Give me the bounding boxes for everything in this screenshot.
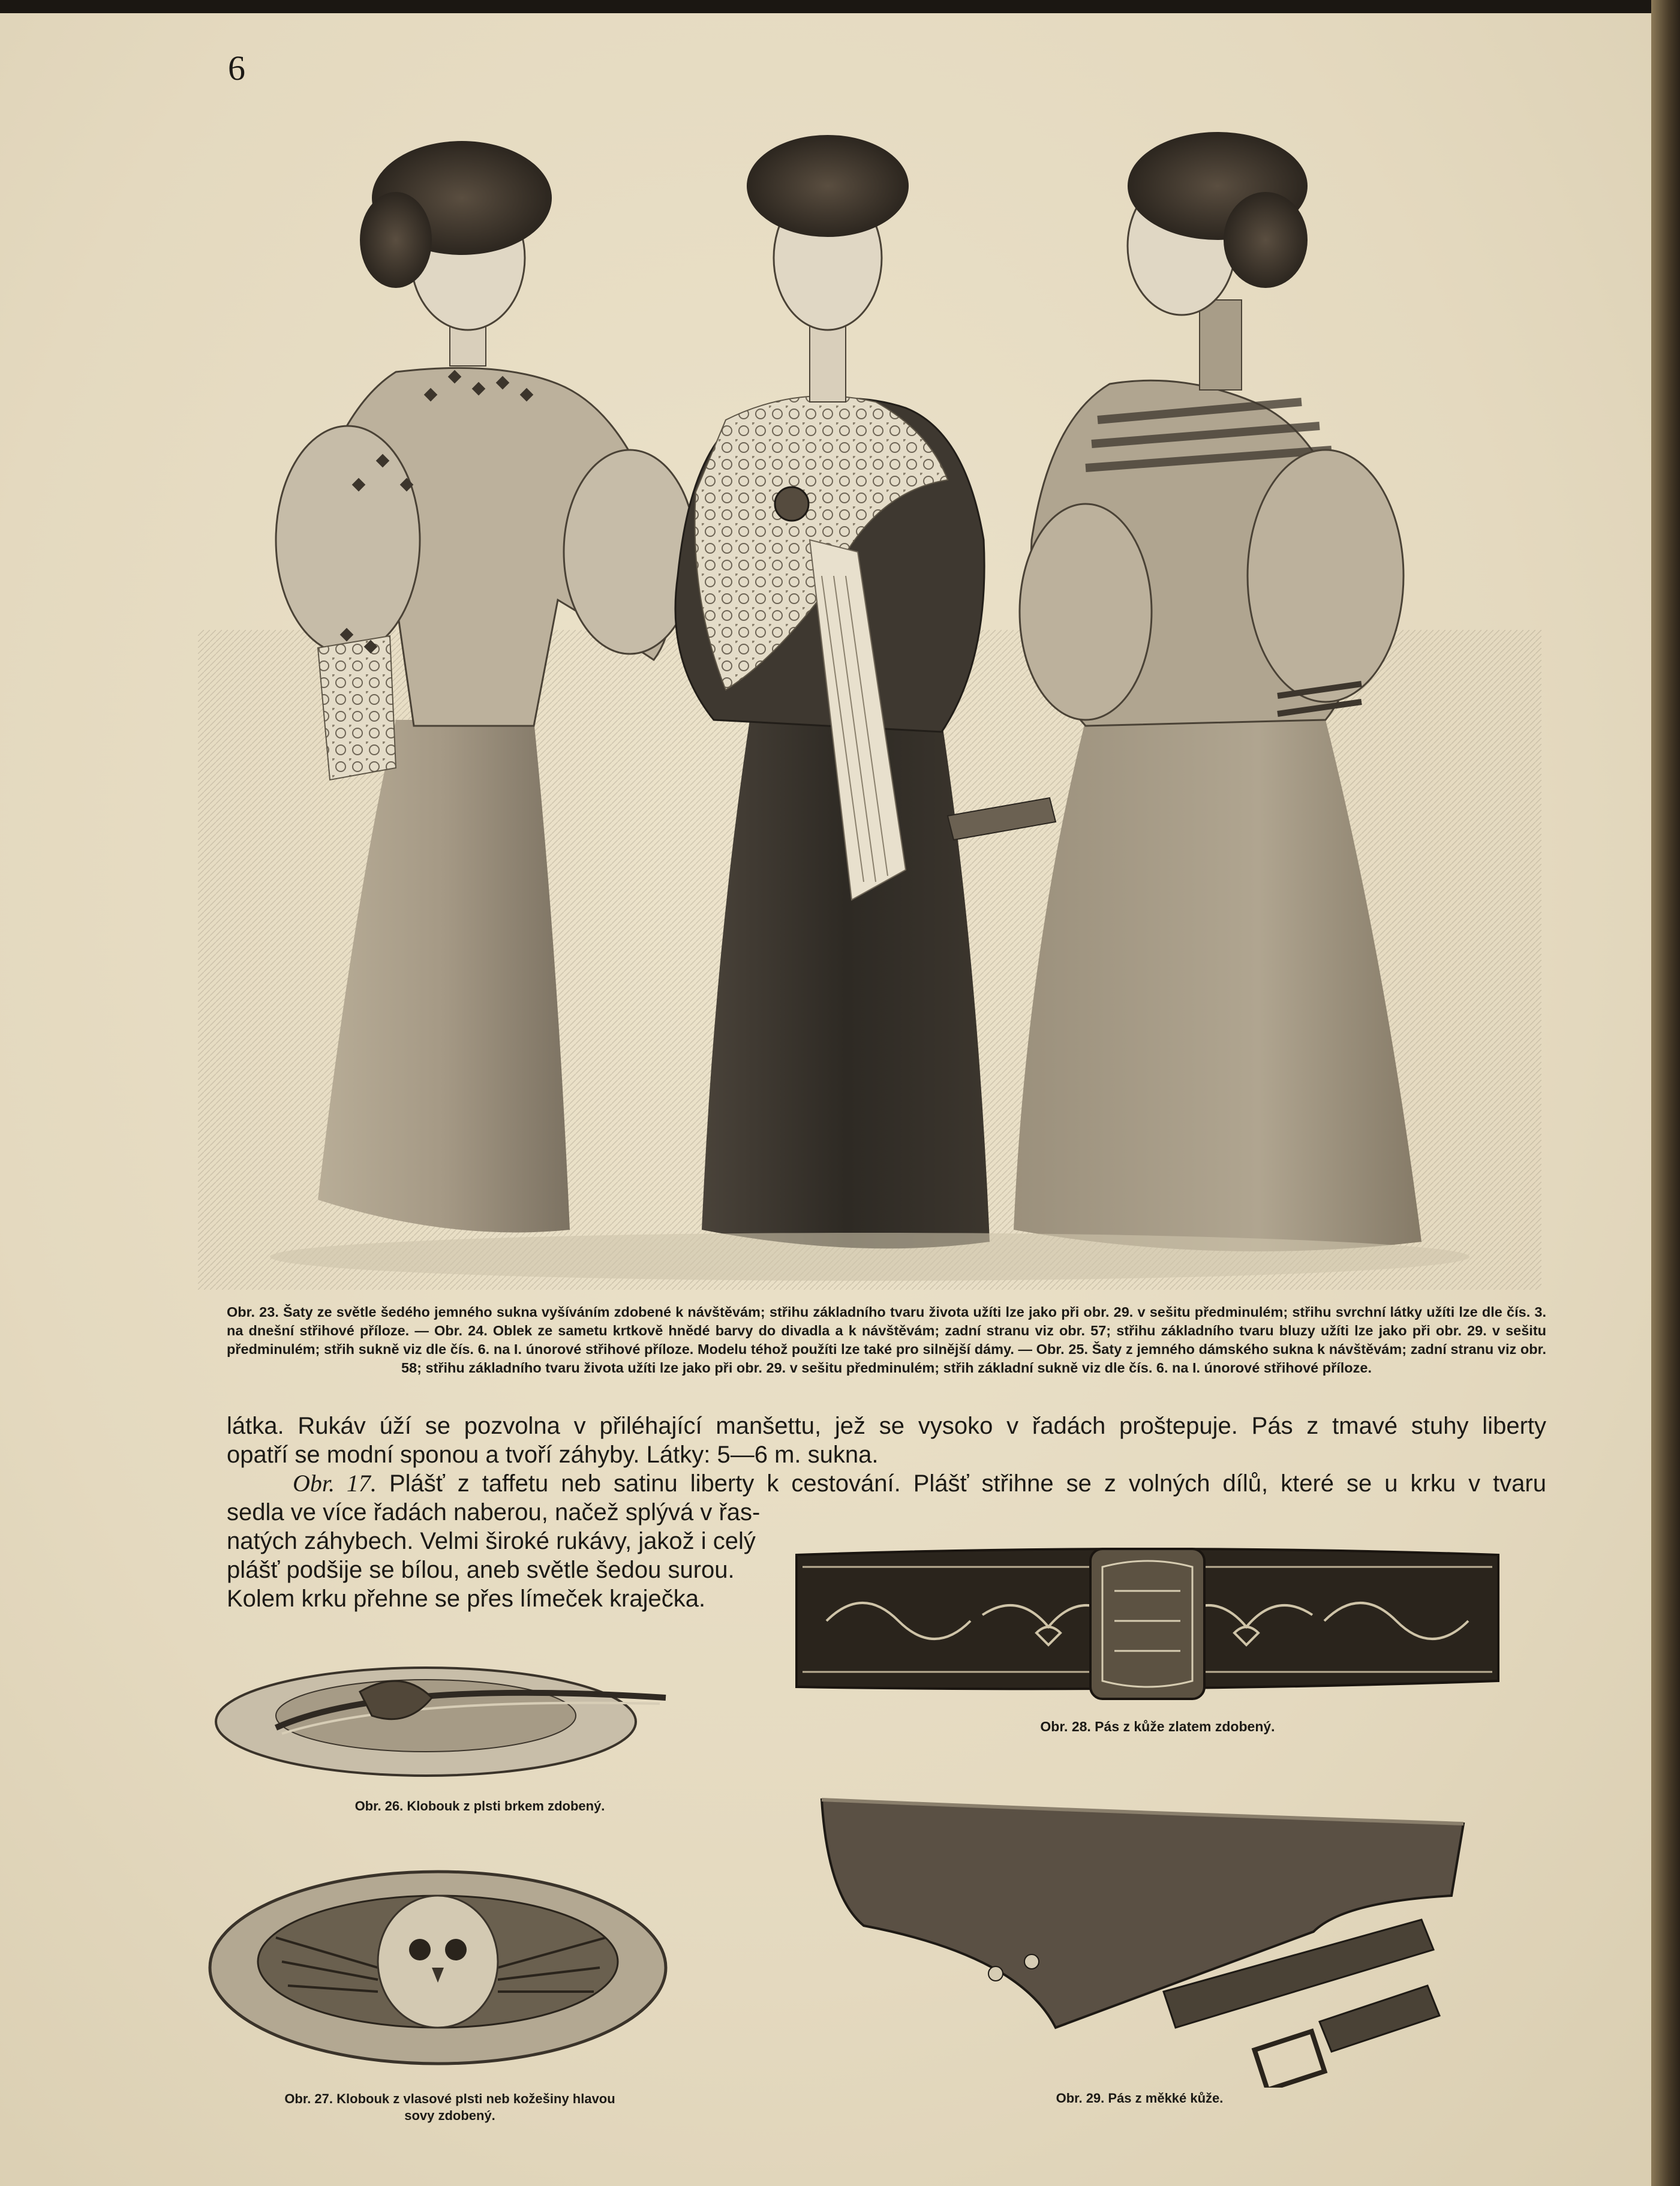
fashion-plate-caption: Obr. 23. Šaty ze světle šedého jemného sukna vyšíváním zdobené k návštěvám; střihu základního tvaru života užíti lze jako při obr. 29. v sešitu předminulém; střihu svrchní látky užíti lze dle čís. 3. na dnešní střihové příloze. — Obr. 24. Oblek ze sametu krtkově hnědé barvy do divadla a k návštěvám; zadní stranu viz obr. 57; střihu základního tvaru bluzy užíti lze jako při obr. 29. v sešitu předminulém; střih sukně viz dle čís. 6. na I. únorové střihové příloze. Modelu téhož použíti lze také pro silnější dámy. — Obr. 25. Šaty z jemného dámského sukna k návštěvám; zadní stranu viz obr. 58; střihu základního tvaru života užíti lze jako při obr. 29. v sešitu předminulém; střih základní sukně viz dle čís. 6. na I. únorové střihové příloze. <box>227 1304 1546 1376</box>
book-spine <box>1651 0 1680 2186</box>
top-edge <box>0 0 1680 13</box>
text-line: plášť podšije se bílou, aneb světle šedou surou. <box>227 1557 735 1583</box>
owl-head-hat-illustration <box>198 1848 684 2076</box>
caption-obr26: Obr. 26. Klobouk z plsti brkem zdobený. <box>354 1798 605 1813</box>
caption-obr27-line1: Obr. 27. Klobouk z vlasové plsti neb kožešiny hlavou <box>284 2091 615 2106</box>
soft-leather-belt-illustration <box>804 1776 1475 2088</box>
text-span: Plášť z taffetu neb satinu liberty k cestování. Plášť střihne se z volných dílů, které se u krku v tvaru <box>389 1470 1546 1497</box>
text-line-obr17 <box>227 1469 1546 1498</box>
page-number: 6 <box>228 49 245 88</box>
text-line: látka. Rukáv úží se pozvolna v přiléhající manšettu, jež se vysoko v řadách proštepuje. Pás z tmavé stuhy liberty <box>227 1413 1546 1439</box>
caption-obr27 <box>240 2091 660 2124</box>
text-line: sedla ve více řadách naberou, načež splývá v řas- <box>227 1499 761 1526</box>
caption-obr28: Obr. 28. Pás z kůže zlatem zdobený. <box>1040 1719 1275 1734</box>
fashion-plate-illustration <box>198 120 1541 1296</box>
figure-reference: Obr. 17. <box>293 1470 377 1497</box>
caption-obr29: Obr. 29. Pás z měkké kůže. <box>1056 2091 1224 2106</box>
felt-hat-quill-illustration <box>204 1644 684 1794</box>
text-line: natých záhybech. Velmi široké rukávy, jakož i celý <box>227 1528 756 1554</box>
gold-belt-illustration <box>791 1543 1504 1705</box>
text-line: Kolem krku přehne se přes límeček kraječka. <box>227 1586 706 1612</box>
caption-obr27-line2: sovy zdobený. <box>404 2108 495 2123</box>
text-line: opatří se modní sponou a tvoří záhyby. Látky: 5—6 m. sukna. <box>227 1442 879 1468</box>
